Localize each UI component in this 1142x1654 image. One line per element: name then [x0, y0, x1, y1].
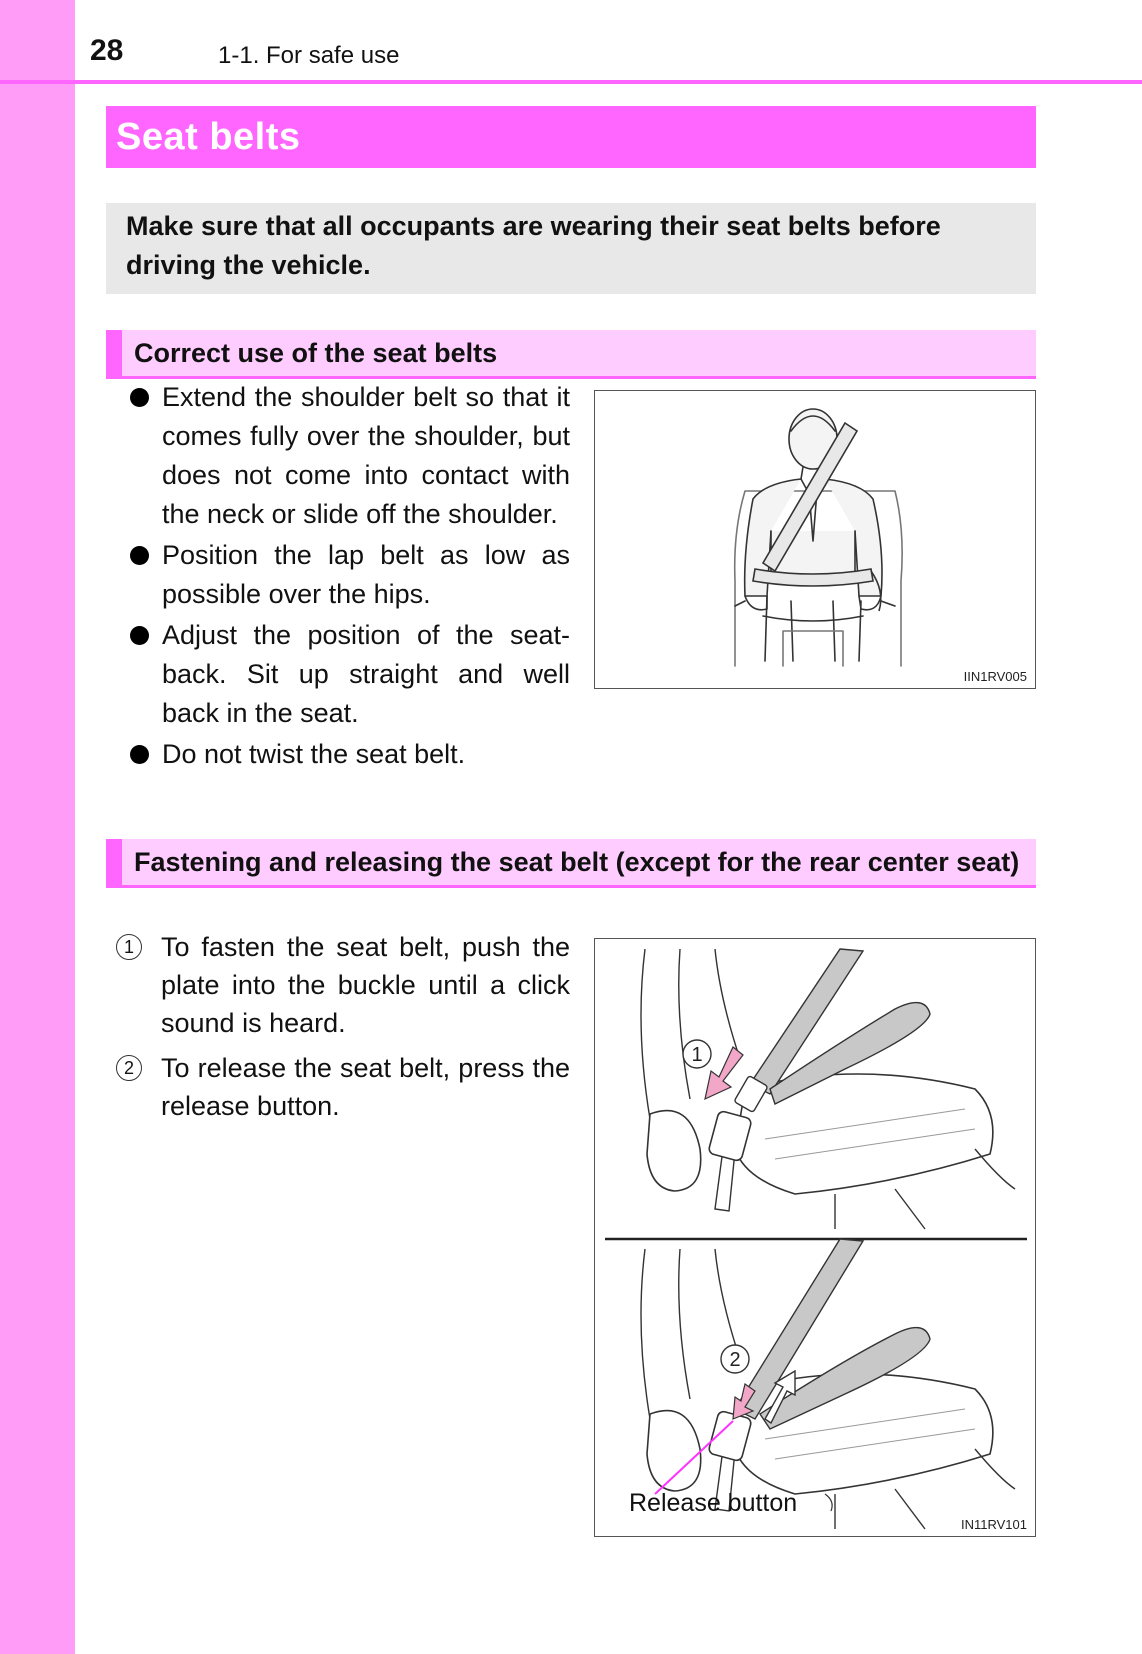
bullet-icon: [130, 388, 149, 407]
buckle-figure: [594, 938, 1036, 1537]
step-number-icon: 2: [116, 1055, 142, 1081]
page-title: Seat belts: [106, 106, 1036, 168]
figure-code: IIN1RV005: [963, 669, 1027, 684]
callout-number-1: 1: [691, 1044, 703, 1066]
step-text: To release the seat belt, press the release button.: [161, 1053, 570, 1121]
fastening-steps-list: [116, 928, 570, 1132]
header-rule: [0, 80, 1142, 84]
intro-note: Make sure that all occupants are wearing their seat belts before driving the vehicle.: [106, 203, 1036, 294]
bullet-item: [128, 735, 570, 774]
bullet-icon: [130, 745, 149, 764]
bullet-icon: [130, 546, 149, 565]
callout-number-2: 2: [729, 1349, 741, 1371]
bullet-text: Adjust the position of the seat-back. Sit up straight and well back in the seat.: [162, 620, 570, 728]
section-heading-correct-use: Correct use of the seat belts: [106, 330, 1036, 379]
buckle-illustration: [595, 939, 1037, 1538]
side-strip: [0, 0, 75, 1654]
bullet-item: [128, 536, 570, 614]
step-number-icon: 1: [116, 934, 142, 960]
section-heading-fastening: Fastening and releasing the seat belt (except for the rear center seat): [106, 839, 1036, 888]
bullet-icon: [130, 626, 149, 645]
page-number: 28: [90, 34, 124, 67]
bullet-text: Extend the shoulder belt so that it comes fully over the shoulder, but does not come into contact with the neck or slide off the shoulder.: [162, 382, 570, 529]
step-item: [116, 1049, 570, 1125]
bullet-text: Do not twist the seat belt.: [162, 739, 466, 769]
bullet-item: [128, 378, 570, 534]
section-path: 1-1. For safe use: [218, 42, 400, 69]
figure-code: IN11RV101: [960, 1517, 1027, 1532]
step-item: [116, 928, 570, 1042]
correct-use-bullet-list: [128, 378, 570, 776]
step-text: To fasten the seat belt, push the plate into the buckle until a click sound is heard.: [161, 932, 570, 1038]
release-button-label: Release button: [629, 1489, 798, 1517]
seated-person-illustration: [595, 391, 1037, 690]
bullet-text: Position the lap belt as low as possible over the hips.: [162, 540, 570, 609]
bullet-item: [128, 616, 570, 733]
seated-person-figure: [594, 390, 1036, 689]
